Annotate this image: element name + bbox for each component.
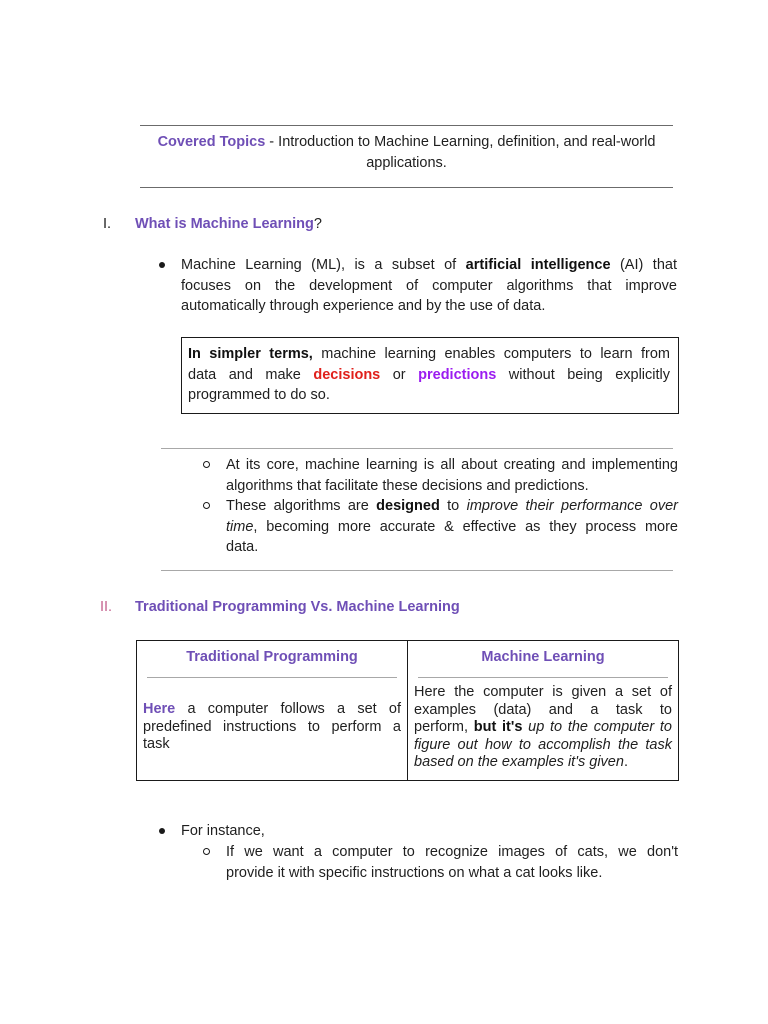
section-1-heading-tail: ? bbox=[313, 216, 322, 232]
ml-def-line-2: focuses on the development of computer algorithms that improve bbox=[181, 277, 677, 294]
machine-learning-title: Machine Learning bbox=[481, 649, 605, 665]
traditional-programming-title: Traditional Programming bbox=[186, 649, 358, 665]
traditional-programming-text: Here a computer follows a set of predefined instructions to perform a task bbox=[143, 701, 401, 752]
covered-bottom-rule bbox=[140, 187, 673, 188]
bullet-dot bbox=[159, 262, 165, 268]
box-line-1: In simpler terms, machine learning enables computers to learn from bbox=[188, 346, 670, 362]
ml-def-line-1: Machine Learning (ML), is a subset of artificial intelligence (AI) that bbox=[181, 257, 677, 273]
traditional-programming-cell bbox=[137, 641, 408, 781]
covered-topics-text-2: applications. bbox=[366, 154, 447, 171]
for-instance-bullet: For instance, bbox=[181, 823, 265, 839]
covered-topics-text-1: Introduction to Machine Learning, definition, and real-world bbox=[278, 134, 656, 150]
bullet-dot bbox=[159, 828, 165, 834]
sub-top-rule bbox=[161, 448, 673, 449]
circle-bullet bbox=[203, 502, 210, 509]
sub-bullet-1: At its core, machine learning is all about creating and implementing algorithms that facilitate these decisions and predictions. bbox=[226, 457, 678, 494]
covered-topics bbox=[140, 132, 673, 173]
predictions-highlight: predictions bbox=[418, 366, 497, 383]
section-2-heading: Traditional Programming Vs. Machine Learning bbox=[135, 599, 460, 615]
machine-learning-cell bbox=[408, 641, 679, 781]
box-line-3: programmed to do so. bbox=[188, 387, 330, 403]
covered-topics-sep: - bbox=[265, 134, 279, 150]
simpler-terms-box bbox=[181, 337, 679, 414]
sub-bottom-rule bbox=[161, 570, 673, 571]
sub-bullet-2: These algorithms are designed to improve their performance over time, becoming more accurate & effective as they process more data. bbox=[226, 498, 678, 555]
section-1-numeral: I. bbox=[103, 216, 112, 232]
circle-bullet bbox=[203, 461, 210, 468]
circle-bullet bbox=[203, 848, 210, 855]
decisions-highlight: decisions bbox=[313, 366, 381, 383]
section-1-heading bbox=[135, 216, 322, 232]
section-1-heading-link: What is Machine Learning bbox=[135, 216, 314, 232]
machine-learning-text: Here the computer is given a set of examples (data) and a task to perform, but it's up to the computer to figure out how to accomplish the task based on the examples it's given. bbox=[414, 684, 672, 770]
box-line-2: data and make decisions or predictions without being explicitly bbox=[188, 366, 670, 383]
cats-example: If we want a computer to recognize images of cats, we don't provide it with specific instructions on what a cat looks like. bbox=[226, 844, 678, 881]
section-2-numeral: II. bbox=[100, 599, 113, 615]
covered-topics-label: Covered Topics bbox=[157, 134, 266, 150]
ml-def-line-3: automatically through experience and by the use of data. bbox=[181, 298, 546, 314]
top-rule bbox=[140, 125, 673, 126]
comparison-table bbox=[136, 640, 679, 781]
ml-definition-paragraph bbox=[181, 255, 677, 317]
